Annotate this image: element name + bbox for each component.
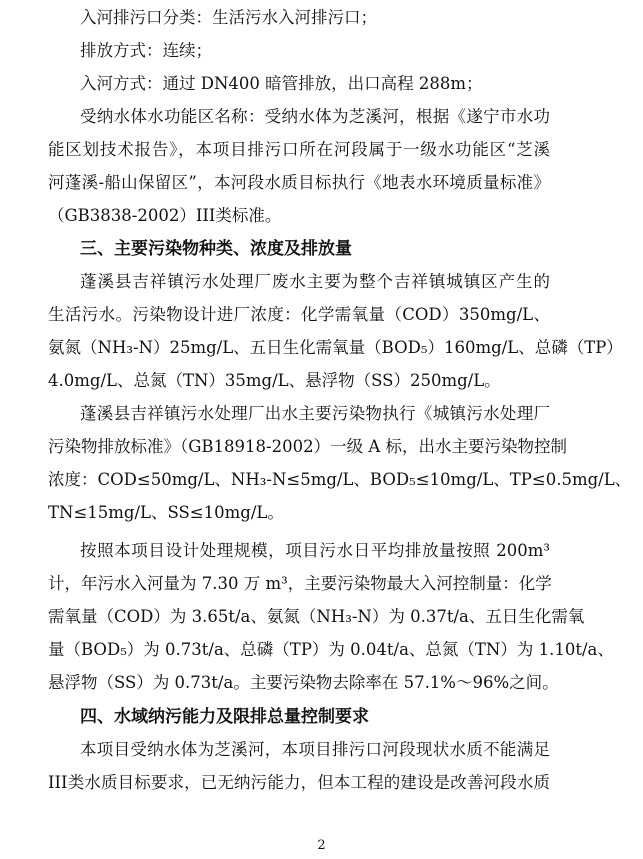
text-line: 能区划技术报告》，本项目排污口所在河段属于一级水功能区“芝溪	[48, 140, 550, 159]
text-line: 受纳水体水功能区名称：受纳水体为芝溪河，根据《遂宁市水功	[80, 107, 550, 126]
text-line: 河蓬溪-船山保留区”，本河段水质目标执行《地表水环境质量标准》	[48, 173, 550, 192]
text-line: III类水质目标要求，已无纳污能力，但本工程的建设是改善河段水质	[48, 773, 550, 792]
page-number: 2	[317, 838, 326, 853]
text-line: 悬浮物（SS）为 0.73t/a。主要污染物去除率在 57.1%～96%之间。	[48, 673, 559, 692]
section-heading: 四、水域纳污能力及限排总量控制要求	[80, 707, 369, 727]
text-line: 蓬溪县吉祥镇污水处理厂废水主要为整个吉祥镇城镇区产生的	[80, 272, 550, 291]
section-heading: 三、主要污染物种类、浓度及排放量	[80, 239, 352, 259]
text-line: 浓度：COD≤50mg/L、NH₃-N≤5mg/L、BOD₅≤10mg/L、TP≤0.5mg/L、	[48, 470, 632, 489]
text-line: TN≤15mg/L、SS≤10mg/L。	[48, 503, 284, 522]
text-line: 排放方式：连续；	[80, 41, 212, 60]
text-line: 氨氮（NH₃-N）25mg/L、五日生化需氧量（BOD₅）160mg/L、总磷（TP）	[48, 338, 623, 357]
text-line: 4.0mg/L、总氮（TN）35mg/L、悬浮物（SS）250mg/L。	[48, 371, 501, 390]
text-line: 入河方式：通过 DN400 暗管排放，出口高程 288m；	[80, 74, 483, 93]
text-line: （GB3838-2002）III类标准。	[48, 206, 282, 225]
text-line: 污染物排放标准》（GB18918-2002）一级 A 标，出水主要污染物控制	[48, 437, 568, 456]
text-line: 入河排污口分类：生活污水入河排污口；	[80, 8, 377, 27]
text-line: 按照本项目设计处理规模，项目污水日平均排放量按照 200m³	[80, 541, 550, 560]
text-line: 量（BOD₅）为 0.73t/a、总磷（TP）为 0.04t/a、总氮（TN）为 1.10t/a、	[48, 640, 614, 659]
text-line: 生活污水。污染物设计进厂浓度：化学需氧量（COD）350mg/L、	[48, 305, 550, 324]
text-line: 计，年污水入河量为 7.30 万 m³，主要污染物最大入河控制量：化学	[48, 574, 552, 593]
text-line: 蓬溪县吉祥镇污水处理厂出水主要污染物执行《城镇污水处理厂	[80, 404, 550, 423]
text-line: 需氧量（COD）为 3.65t/a、氨氮（NH₃-N）为 0.37t/a、五日生化需氧	[48, 607, 585, 626]
text-line: 本项目受纳水体为芝溪河，本项目排污口河段现状水质不能满足	[80, 740, 550, 759]
